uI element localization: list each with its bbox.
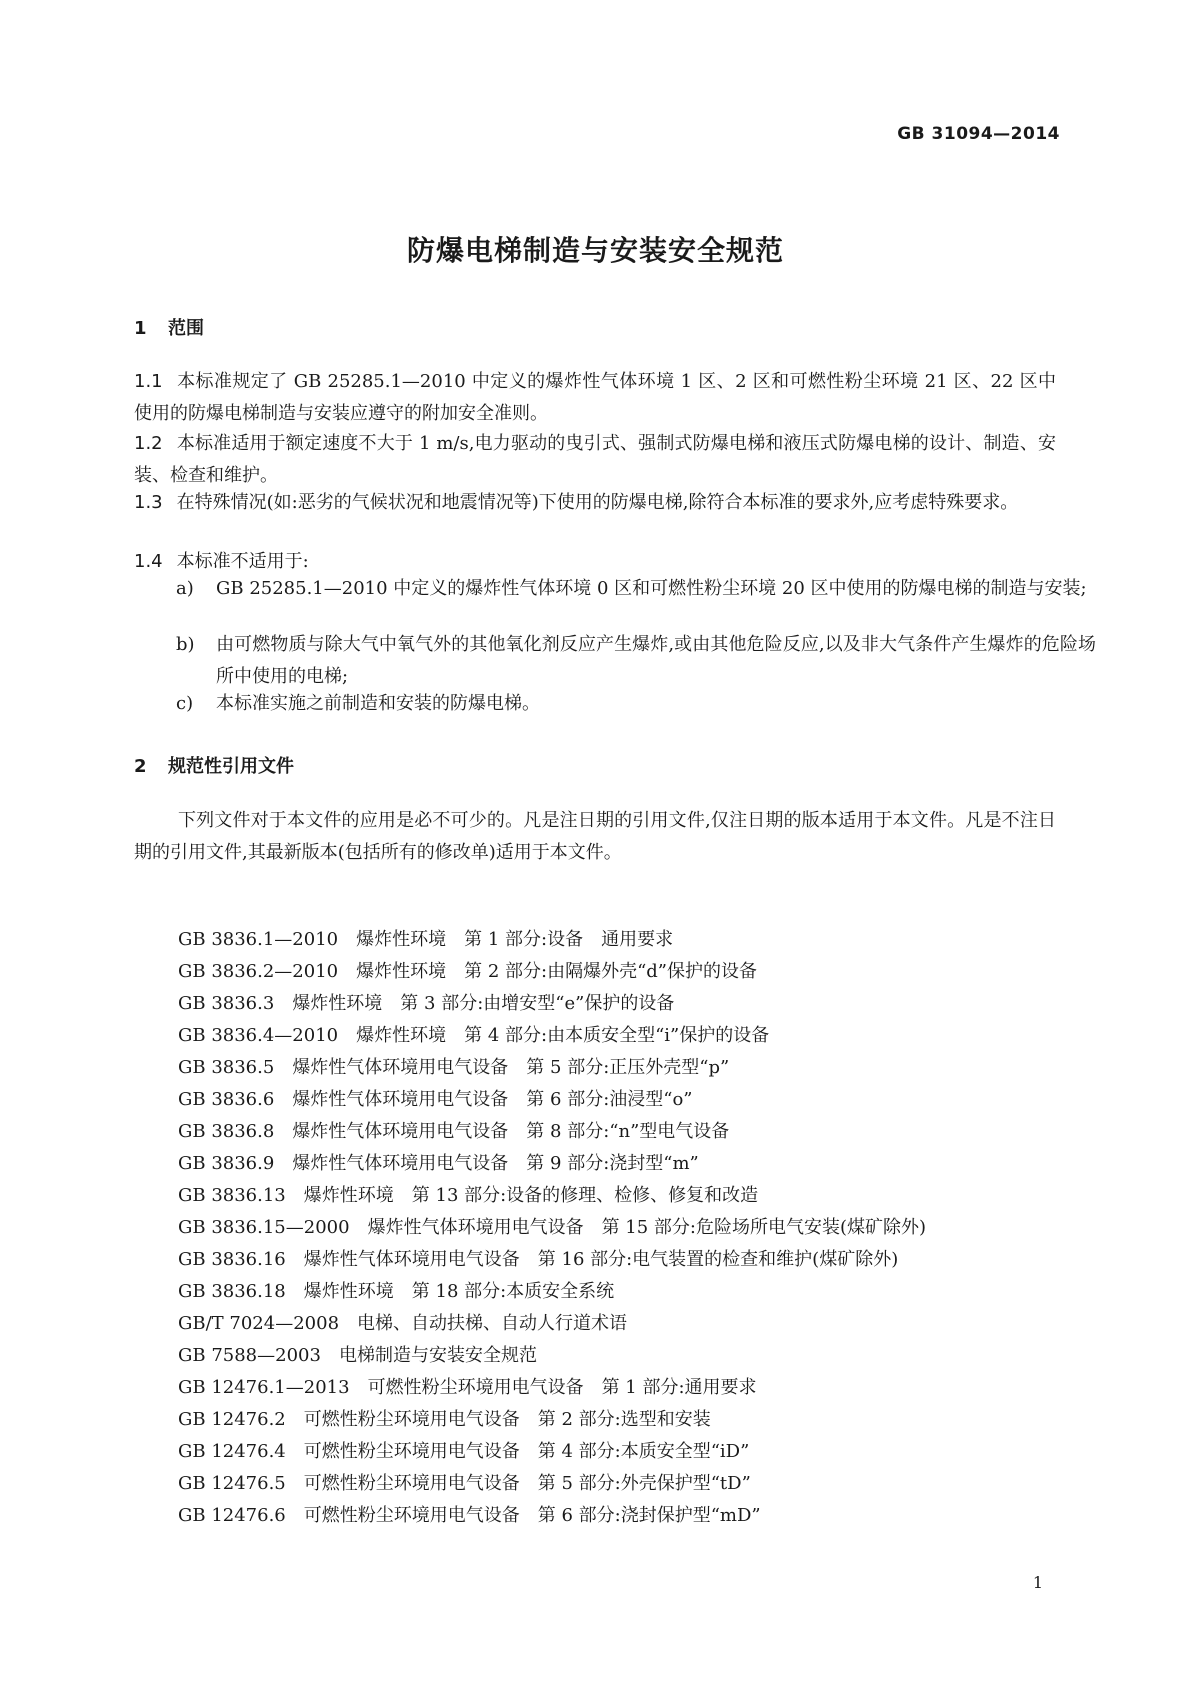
- list-item: [178, 1308, 926, 1340]
- reference-code: GB 3836.15—2000: [178, 1217, 350, 1238]
- reference-code: GB 3836.1—2010: [178, 929, 339, 950]
- reference-title: 可燃性粉尘环境用电气设备 第 1 部分:通用要求: [367, 1377, 757, 1398]
- section-2-heading: [134, 752, 294, 778]
- standard-code: GB 31094—2014: [897, 124, 1060, 144]
- reference-list: [178, 924, 926, 1532]
- list-text: GB 25285.1—2010 中定义的爆炸性气体环境 0 区和可燃性粉尘环境 20 区中使用的防爆电梯的制造与安装;: [216, 578, 1087, 599]
- reference-title: 爆炸性气体环境用电气设备 第 5 部分:正压外壳型“p”: [292, 1057, 730, 1078]
- reference-title: 爆炸性环境 第 1 部分:设备 通用要求: [356, 929, 674, 950]
- list-item: [178, 1500, 926, 1532]
- list-item: [178, 1052, 926, 1084]
- reference-title: 爆炸性气体环境用电气设备 第 8 部分:“n”型电气设备: [292, 1121, 730, 1142]
- reference-title: 可燃性粉尘环境用电气设备 第 2 部分:选型和安装: [303, 1409, 711, 1430]
- list-item: [178, 1340, 926, 1372]
- clause-text: 本标准不适用于:: [176, 551, 309, 572]
- reference-title: 爆炸性环境 第 13 部分:设备的修理、检修、修复和改造: [303, 1185, 759, 1206]
- section-1-heading: [134, 314, 204, 340]
- document-title: 防爆电梯制造与安装安全规范: [406, 234, 784, 267]
- list-label: c): [176, 693, 194, 714]
- reference-title: 爆炸性环境 第 3 部分:由增安型“e”保护的设备: [292, 993, 675, 1014]
- section-number: 2: [134, 756, 147, 777]
- clause-number: 1.1: [134, 371, 163, 392]
- list-text: 本标准实施之前制造和安装的防爆电梯。: [216, 693, 540, 714]
- section-2-intro: 下列文件对于本文件的应用是必不可少的。凡是注日期的引用文件,仅注日期的版本适用于本文件。凡是不注日期的引用文件,其最新版本(包括所有的修改单)适用于本文件。: [134, 810, 1056, 863]
- list-item: [178, 988, 926, 1020]
- list-item: [178, 1020, 926, 1052]
- reference-title: 可燃性粉尘环境用电气设备 第 5 部分:外壳保护型“tD”: [303, 1473, 751, 1494]
- reference-code: GB 12476.4: [178, 1441, 286, 1462]
- section-title: 规范性引用文件: [168, 756, 294, 777]
- list-item-b: [176, 629, 1096, 693]
- clause-number: 1.4: [134, 551, 163, 572]
- list-item-c: [176, 688, 1096, 720]
- reference-title: 可燃性粉尘环境用电气设备 第 4 部分:本质安全型“iD”: [303, 1441, 750, 1462]
- reference-title: 电梯、自动扶梯、自动人行道术语: [357, 1313, 628, 1334]
- reference-code: GB 12476.1—2013: [178, 1377, 350, 1398]
- clause-text: 本标准适用于额定速度不大于 1 m/s,电力驱动的曳引式、强制式防爆电梯和液压式防爆电梯的设计、制造、安装、检查和维护。: [134, 433, 1056, 486]
- list-text: 由可燃物质与除大气中氧气外的其他氧化剂反应产生爆炸,或由其他危险反应,以及非大气条件产生爆炸的危险场所中使用的电梯;: [216, 634, 1096, 687]
- reference-code: GB 3836.13: [178, 1185, 286, 1206]
- reference-code: GB 3836.5: [178, 1057, 275, 1078]
- reference-code: GB 12476.6: [178, 1505, 286, 1526]
- list-item: [178, 1180, 926, 1212]
- section-title: 范围: [168, 318, 204, 339]
- reference-title: 爆炸性环境 第 2 部分:由隔爆外壳“d”保护的设备: [356, 961, 758, 982]
- reference-code: GB 12476.5: [178, 1473, 286, 1494]
- list-item: [178, 1212, 926, 1244]
- list-item: [178, 1468, 926, 1500]
- reference-title: 爆炸性环境 第 4 部分:由本质安全型“i”保护的设备: [356, 1025, 770, 1046]
- clause-number: 1.2: [134, 433, 163, 454]
- reference-title: 爆炸性环境 第 18 部分:本质安全系统: [303, 1281, 615, 1302]
- list-item: [178, 1244, 926, 1276]
- clause-number: 1.3: [134, 492, 163, 513]
- clause-text: 本标准规定了 GB 25285.1—2010 中定义的爆炸性气体环境 1 区、2 区和可燃性粉尘环境 21 区、22 区中使用的防爆电梯制造与安装应遵守的附加安全准则。: [134, 371, 1056, 424]
- reference-code: GB 3836.4—2010: [178, 1025, 339, 1046]
- list-item: [178, 1436, 926, 1468]
- list-item: [178, 1404, 926, 1436]
- clause-1-3: [134, 487, 1056, 519]
- reference-title: 爆炸性气体环境用电气设备 第 16 部分:电气装置的检查和维护(煤矿除外): [303, 1249, 899, 1270]
- list-item-a: [176, 573, 1096, 605]
- list-item: [178, 1148, 926, 1180]
- list-item: [178, 1372, 926, 1404]
- list-label: a): [176, 578, 194, 599]
- reference-code: GB 3836.18: [178, 1281, 286, 1302]
- list-item: [178, 1084, 926, 1116]
- reference-title: 爆炸性气体环境用电气设备 第 6 部分:油浸型“o”: [292, 1089, 693, 1110]
- reference-title: 爆炸性气体环境用电气设备 第 9 部分:浇封型“m”: [292, 1153, 699, 1174]
- reference-code: GB 3836.2—2010: [178, 961, 339, 982]
- list-label: b): [176, 634, 195, 655]
- reference-title: 可燃性粉尘环境用电气设备 第 6 部分:浇封保护型“mD”: [303, 1505, 761, 1526]
- reference-code: GB/T 7024—2008: [178, 1313, 340, 1334]
- page-number: 1: [1032, 1573, 1043, 1592]
- reference-code: GB 12476.2: [178, 1409, 286, 1430]
- reference-code: GB 3836.6: [178, 1089, 275, 1110]
- list-item: [178, 956, 926, 988]
- reference-code: GB 3836.3: [178, 993, 275, 1014]
- section-number: 1: [134, 318, 147, 339]
- clause-1-1: [134, 366, 1056, 430]
- list-item: [178, 1276, 926, 1308]
- reference-code: GB 7588—2003: [178, 1345, 321, 1366]
- clause-text: 在特殊情况(如:恶劣的气候状况和地震情况等)下使用的防爆电梯,除符合本标准的要求外,应考虑特殊要求。: [176, 492, 1019, 513]
- list-item: [178, 924, 926, 956]
- reference-code: GB 3836.9: [178, 1153, 275, 1174]
- list-item: [178, 1116, 926, 1148]
- reference-code: GB 3836.8: [178, 1121, 275, 1142]
- clause-1-2: [134, 428, 1056, 492]
- reference-title: 爆炸性气体环境用电气设备 第 15 部分:危险场所电气安装(煤矿除外): [367, 1217, 927, 1238]
- reference-code: GB 3836.16: [178, 1249, 286, 1270]
- reference-title: 电梯制造与安装安全规范: [338, 1345, 537, 1366]
